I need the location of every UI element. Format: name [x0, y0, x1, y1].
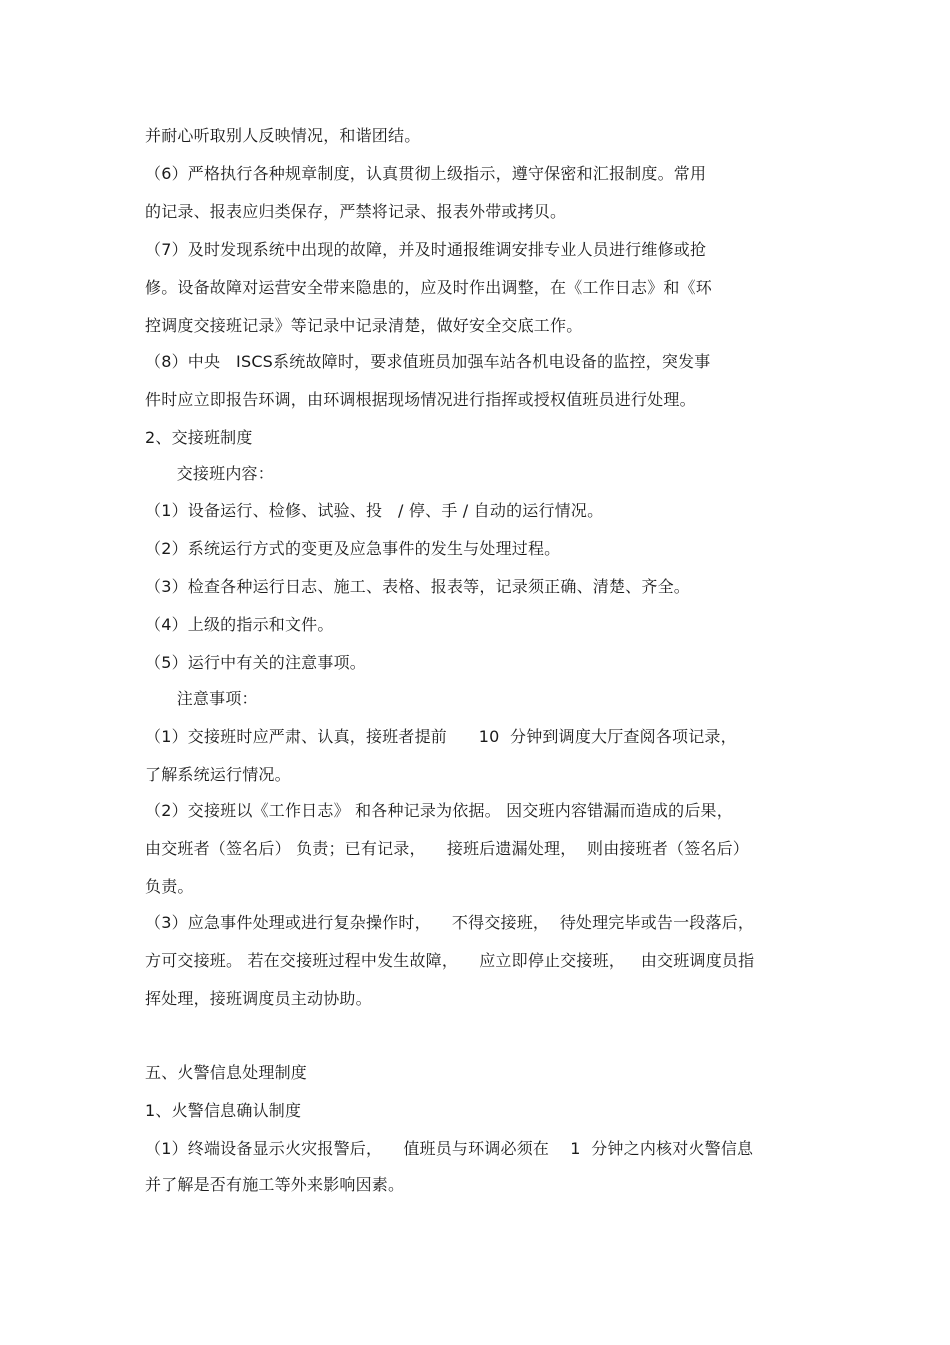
text-line: （7）及时发现系统中出现的故障，并及时通报维调安排专业人员进行维修或抢	[145, 240, 707, 259]
subsection-heading: 交接班内容：	[145, 464, 274, 483]
text-line: （3）应急事件处理或进行复杂操作时， 不得交接班， 待处理完毕或告一段落后，	[145, 913, 755, 932]
text-line: （1）设备运行、检修、试验、投 / 停、手 / 自动的运行情况。	[145, 501, 604, 520]
text-line: 并耐心听取别人反映情况，和谐团结。	[145, 126, 421, 145]
text-line: 方可交接班。 若在交接班过程中发生故障， 应立即停止交接班， 由交班调度员指	[145, 951, 755, 970]
text-line: 了解系统运行情况。	[145, 765, 291, 784]
text-line: 负责。	[145, 877, 194, 896]
text-line: （8）中央 ISCS系统故障时，要求值班员加强车站各机电设备的监控，突发事	[145, 352, 711, 371]
section-heading: 五、火警信息处理制度	[145, 1063, 308, 1082]
section-heading: 2、交接班制度	[145, 428, 253, 447]
text-line: 控调度交接班记录》等记录中记录清楚，做好安全交底工作。	[145, 316, 583, 335]
text-line: 的记录、报表应归类保存，严禁将记录、报表外带或拷贝。	[145, 202, 567, 221]
text-line: （1）交接班时应严肃、认真，接班者提前 10 分钟到调度大厅查阅各项记录，	[145, 727, 737, 746]
text-line: 件时应立即报告环调，由环调根据现场情况进行指挥或授权值班员进行处理。	[145, 390, 696, 409]
text-line: 并了解是否有施工等外来影响因素。	[145, 1175, 405, 1194]
text-line: （2）交接班以《工作日志》 和各种记录为依据。 因交班内容错漏而造成的后果，	[145, 801, 733, 820]
text-line: 修。设备故障对运营安全带来隐患的，应及时作出调整，在《工作日志》和《环	[145, 278, 713, 297]
text-line: （1）终端设备显示火灾报警后， 值班员与环调必须在 1 分钟之内核对火警信息	[145, 1139, 754, 1158]
text-line: （2）系统运行方式的变更及应急事件的发生与处理过程。	[145, 539, 561, 558]
text-line: （6）严格执行各种规章制度，认真贯彻上级指示，遵守保密和汇报制度。常用	[145, 164, 707, 183]
text-line: （4）上级的指示和文件。	[145, 615, 334, 634]
text-line: （5）运行中有关的注意事项。	[145, 653, 366, 672]
text-line: 挥处理，接班调度员主动协助。	[145, 989, 372, 1008]
text-line: 由交班者（签名后） 负责；已有记录， 接班后遗漏处理， 则由接班者（签名后）	[145, 839, 750, 858]
subsection-heading: 注意事项：	[145, 689, 258, 708]
text-line: （3）检查各种运行日志、施工、表格、报表等，记录须正确、清楚、齐全。	[145, 577, 690, 596]
subsection-heading: 1、火警信息确认制度	[145, 1101, 302, 1120]
